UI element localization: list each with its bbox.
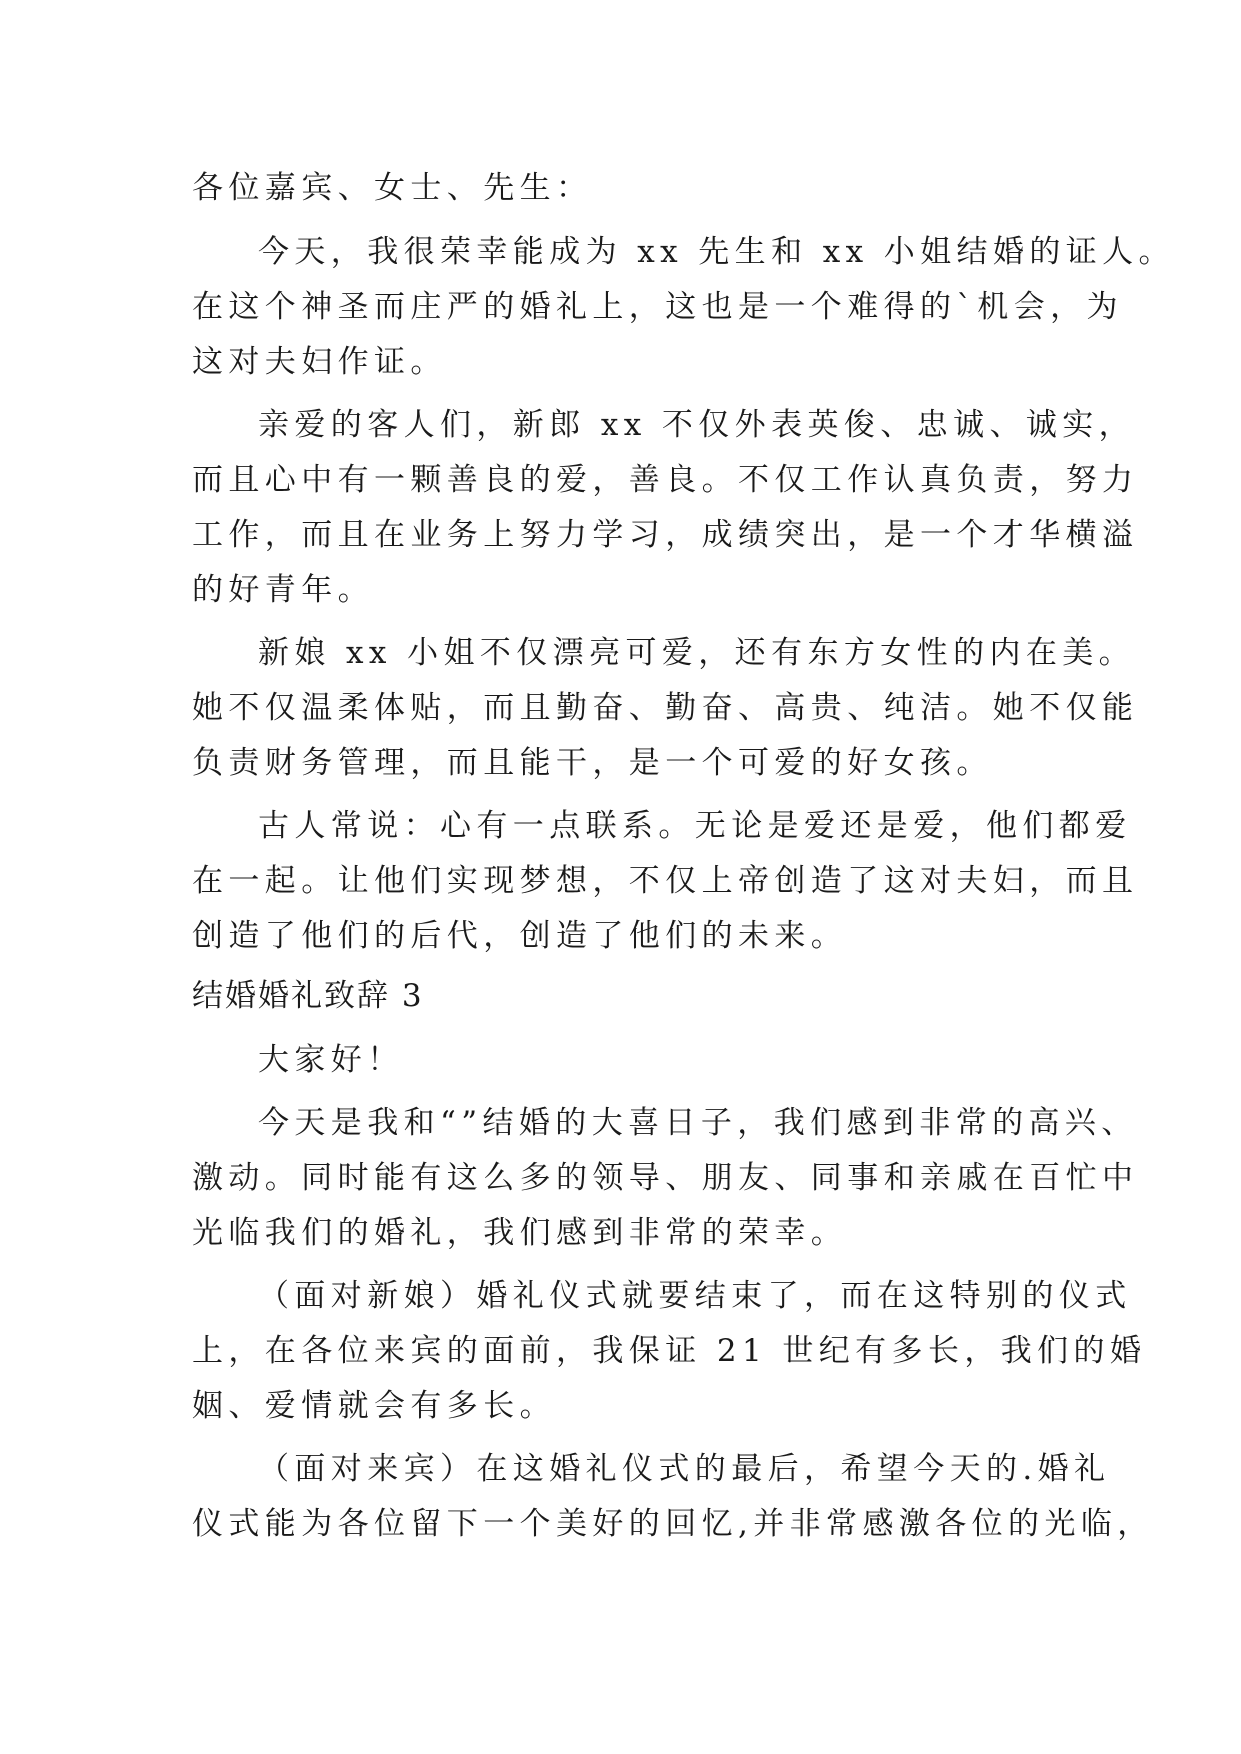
text-line: 今天，我很荣幸能成为 xx 先生和 xx 小姐结婚的证人。: [258, 234, 1175, 270]
text-line: 仪式能为各位留下一个美好的回忆,并非常感激各位的光临，: [192, 1506, 1154, 1542]
text-line: 上，在各位来宾的面前，我保证 21 世纪有多长，我们的婚: [192, 1333, 1147, 1369]
text-line: 亲爱的客人们，新郎 xx 不仅外表英俊、忠诚、诚实，: [258, 407, 1136, 443]
text-line: 创造了他们的后代，创造了他们的未来。: [192, 918, 848, 954]
text-line: 而且心中有一颗善良的爱，善良。不仅工作认真负责，努力: [192, 462, 1139, 498]
text-line: 各位嘉宾、女士、先生：: [192, 170, 593, 206]
text-line: 这对夫妇作证。: [192, 344, 447, 380]
text-line: （面对新娘）婚礼仪式就要结束了，而在这特别的仪式: [258, 1278, 1132, 1314]
text-line: 在一起。让他们实现梦想，不仅上帝创造了这对夫妇，而且: [192, 863, 1139, 899]
text-line: 工作，而且在业务上努力学习，成绩突出，是一个才华横溢: [192, 517, 1139, 553]
text-line: 她不仅温柔体贴，而且勤奋、勤奋、高贵、纯洁。她不仅能: [192, 690, 1139, 726]
text-line: 新娘 xx 小姐不仅漂亮可爱，还有东方女性的内在美。: [258, 635, 1136, 671]
text-line: （面对来宾）在这婚礼仪式的最后，希望今天的.婚礼: [258, 1451, 1111, 1487]
section-heading: 结婚婚礼致辞 3: [192, 978, 424, 1014]
text-line: 的好青年。: [192, 572, 374, 608]
text-line: 大家好！: [258, 1042, 404, 1078]
text-line: 在这个神圣而庄严的婚礼上，这也是一个难得的`机会，为: [192, 289, 1123, 325]
text-line: 姻、爱情就会有多长。: [192, 1388, 556, 1424]
text-line: 今天是我和“”结婚的大喜日子，我们感到非常的高兴、: [258, 1105, 1138, 1141]
text-line: 光临我们的婚礼，我们感到非常的荣幸。: [192, 1215, 848, 1251]
text-line: 负责财务管理，而且能干，是一个可爱的好女孩。: [192, 745, 993, 781]
text-line: 激动。同时能有这么多的领导、朋友、同事和亲戚在百忙中: [192, 1160, 1139, 1196]
text-line: 古人常说：心有一点联系。无论是爱还是爱，他们都爱: [258, 808, 1132, 844]
